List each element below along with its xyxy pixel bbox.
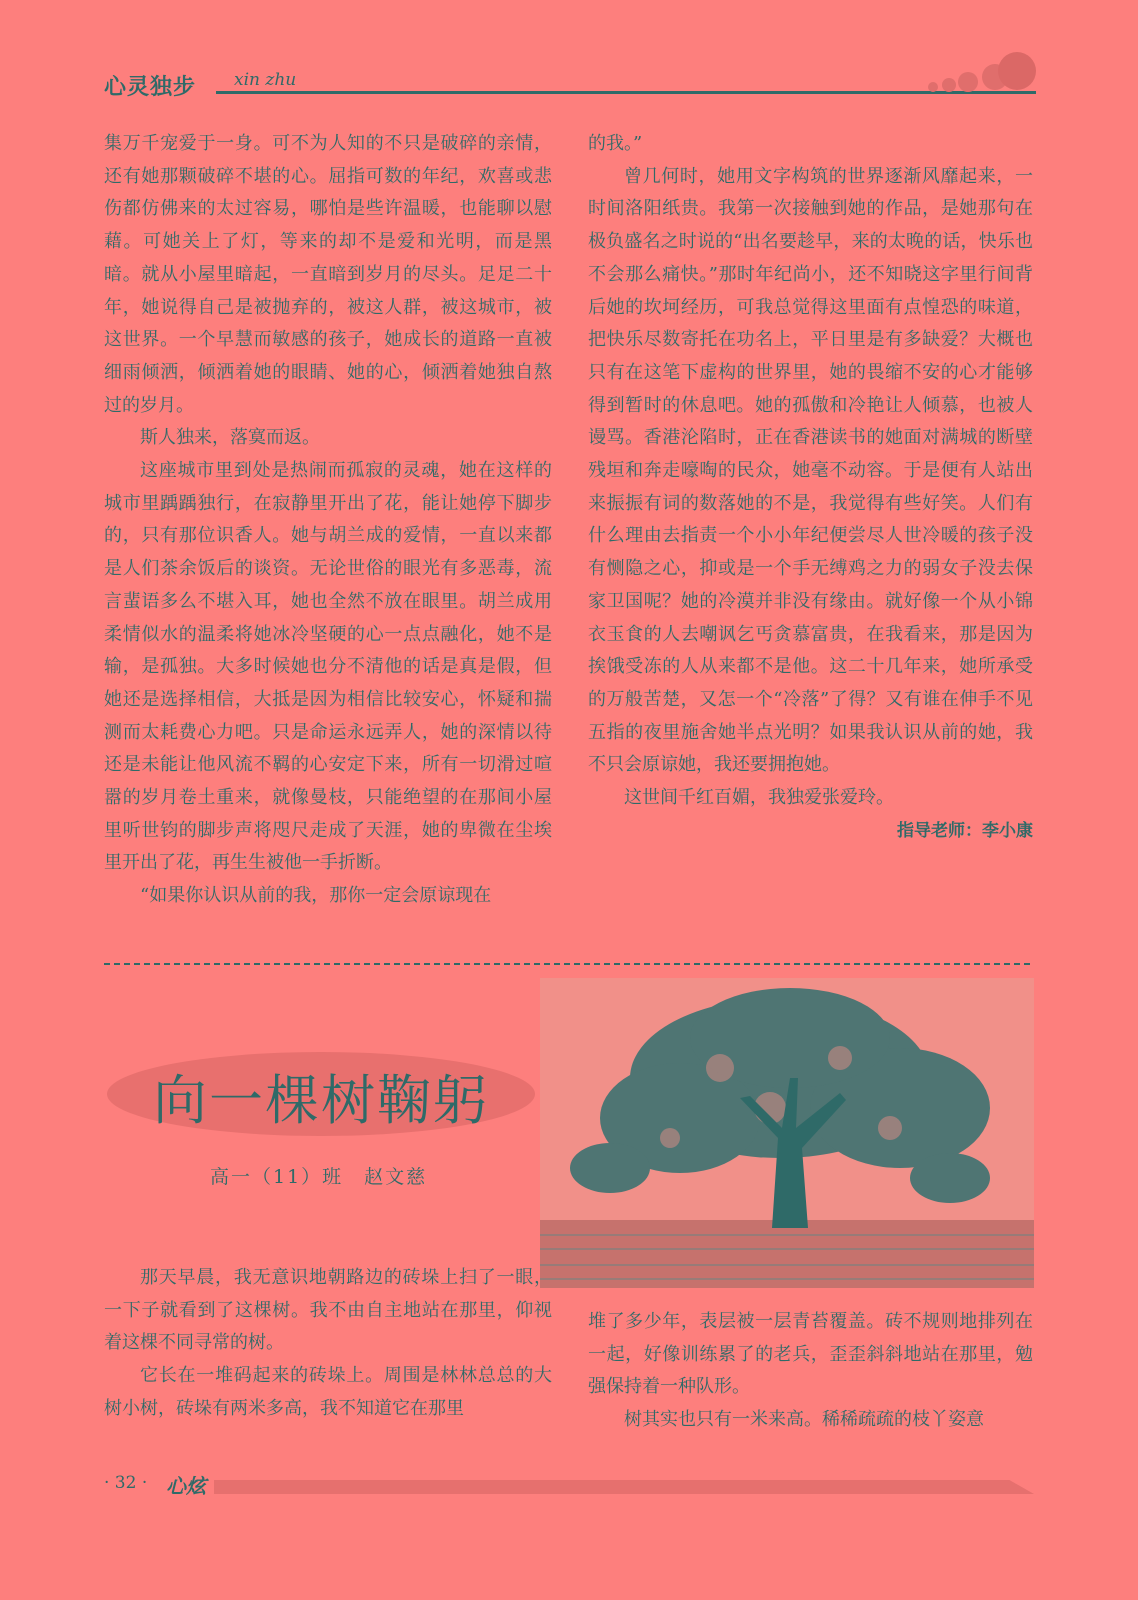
paragraph: 堆了多少年，表层被一层青苔覆盖。砖不规则地排列在一起，好像训练累了的老兵，歪歪斜斜地站在那里，勉强保持着一种队形。 xyxy=(588,1311,1033,1398)
section-name: 心灵独步 xyxy=(104,75,197,100)
article-title: 向一棵树鞠躬 xyxy=(153,1069,489,1132)
magazine-name: 心炫 xyxy=(166,1474,206,1498)
paragraph: 这世间千红百媚，我独爱张爱玲。 xyxy=(624,787,894,809)
paragraph: 曾几何时，她用文字构筑的世界逐渐风靡起来，一时间洛阳纸贵。我第一次接触到她的作品，是她那句在极负盛名之时说的“出名要趁早，来的太晚的话，快乐也不会那么痛快。”那时年纪尚小，还不知晓这字里行间背后她的坎坷经历，可我总觉得这里面有点惶恐的味道，把快乐尽数寄托在功名上，平日里是有多缺爱？大概也只有在这笔下虚构的世界里，她的畏缩不安的心才能够得到暂时的休息吧。她的孤傲和冷艳让人倾慕，也被人谩骂。香港沦陷时，正在香港读书的她面对满城的断壁残垣和奔走嚎啕的民众，她毫不动容。于是便有人站出来振振有词的数落她的不是，我觉得有些好笑。人们有什么理由去指责一个小小年纪便尝尽人世冷暖的孩子没有恻隐之心，抑或是一个手无缚鸡之力的弱女子没去保家卫国呢？她的冷漠并非没有缘由。就好像一个从小锦衣玉食的人去嘲讽乞丐贪慕富贵，在我看来，那是因为挨饿受冻的人从来都不是他。这二十几年来，她所承受的万般苦楚，又怎一个“冷落”了得？又有谁在伸手不见五指的夜里施舍她半点光明？如果我认识从前的她，我不只会原谅她，我还要拥抱她。 xyxy=(588,165,1033,776)
section-pinyin: xin zhu xyxy=(234,70,297,90)
paragraph: 集万千宠爱于一身。可不为人知的不只是破碎的亲情，还有她那颗破碎不堪的心。屈指可数的年纪，欢喜或悲伤都仿佛来的太过容易，哪怕是些许温暖，也能聊以慰藉。可她关上了灯，等来的却不是爱和光明，而是黑暗。就从小屋里暗起，一直暗到岁月的尽头。足足二十年，她说得自己是被抛弃的，被这人群，被这城市，被这世界。一个早慧而敏感的孩子，她成长的道路一直被细雨倾洒，倾洒着她的眼睛、她的心，倾洒着她独自熬过的岁月。 xyxy=(104,133,552,416)
section-divider xyxy=(104,961,1034,967)
paragraph: 的我。” xyxy=(588,133,643,154)
paragraph: “如果你认识从前的我，那你一定会原谅现在 xyxy=(140,885,492,907)
article1-left-column xyxy=(104,128,552,913)
paragraph: 它长在一堆码起来的砖垛上。周围是林林总总的大树小树，砖垛有两米多高，我不知道它在那里 xyxy=(104,1365,552,1419)
teacher-credit: 指导老师：李小康 xyxy=(897,820,1033,841)
page-number: · 32 · xyxy=(104,1473,148,1493)
paragraph: 树其实也只有一米来高。稀稀疏疏的枝丫姿意 xyxy=(624,1409,984,1431)
header-rule xyxy=(216,91,1036,94)
decorative-circles xyxy=(928,52,1038,96)
article2-left-column xyxy=(104,1262,552,1426)
tree-photo xyxy=(540,978,1034,1288)
paragraph: 这座城市里到处是热闹而孤寂的灵魂，她在这样的城市里踽踽独行，在寂静里开出了花，能让她停下脚步的，只有那位识香人。她与胡兰成的爱情，一直以来都是人们茶余饭后的谈资。无论世俗的眼光有多恶毒，流言蜚语多么不堪入耳，她也全然不放在眼里。胡兰成用柔情似水的温柔将她冰冷坚硬的心一点点融化，她不是输，是孤独。大多时候她也分不清他的话是真是假，但她还是选择相信，大抵是因为相信比较安心，怀疑和揣测而太耗费心力吧。只是命运永远弄人，她的深情以待还是未能让他风流不羁的心安定下来，所有一切滑过喧嚣的岁月卷土重来，就像曼枝，只能绝望的在那间小屋里听世钧的脚步声将咫尺走成了天涯，她的卑微在尘埃里开出了花，再生生被他一手折断。 xyxy=(104,460,552,874)
page-footer xyxy=(104,1470,1034,1500)
footer-bar xyxy=(214,1480,1034,1494)
paragraph: 那天早晨，我无意识地朝路边的砖垛上扫了一眼，一下子就看到了这棵树。我不由自主地站在那里，仰视着这棵不同寻常的树。 xyxy=(104,1267,552,1354)
article2-right-column xyxy=(588,1306,1033,1437)
article1-right-column xyxy=(588,128,1033,847)
page-header xyxy=(104,64,1034,104)
article-byline: 高一（11）班 赵文慈 xyxy=(210,1166,428,1188)
paragraph: 斯人独来，落寞而返。 xyxy=(140,427,320,449)
